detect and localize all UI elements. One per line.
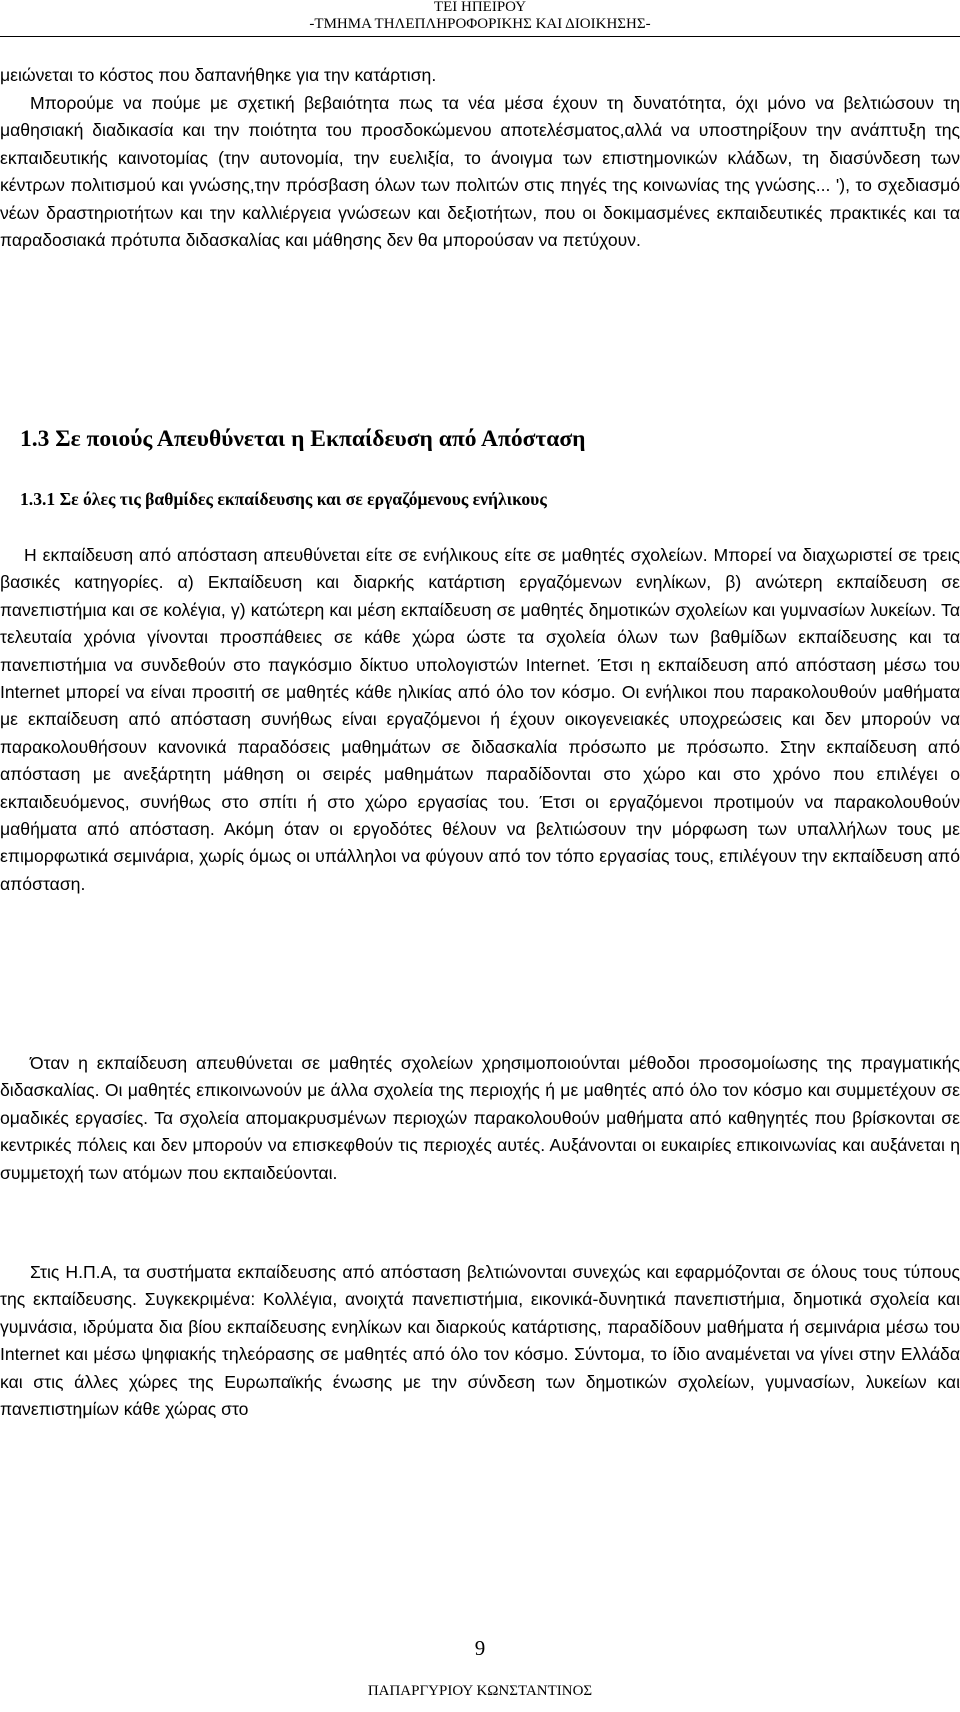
section-heading: 1.3 Σε ποιούς Απευθύνεται η Εκπαίδευση από Απόσταση	[20, 426, 586, 452]
paragraph-continuation: μειώνεται το κόστος που δαπανήθηκε για την κατάρτιση.	[0, 65, 437, 85]
paragraph-new-media: Μπορούμε να πούμε με σχετική βεβαιότητα πως τα νέα μέσα έχουν τη δυνατότητα, όχι μόνο να βελτιώσουν τη μαθησιακή διαδικασία και την ποιότητα του προσδοκώμενου αποτελέσματος,αλλά να υποστηρίξουν την ανάπτυξη της εκπαιδευτικής καινοτομίας (την αυτονομία, την ευελιξία, το άνοιγμα των επιστημονικών κλάδων, τη διασύνδεση των κέντρων πολιτισμού και γνώσης,την πρόσβαση όλων των πολιτών στις πηγές της κοινωνίας της γνώσης... '), το σχεδιασμό νέων δραστηριοτήτων και την καλλιέργεια γνώσεων και δεξιοτήτων, που οι δοκιμασμένες εκπαιδευτικές πρακτικές και τα παραδοσιακά πρότυπα διδασκαλίας και μάθησης δεν θα μπορούσαν να πετύχουν.	[0, 93, 960, 251]
paragraph-audience: Η εκπαίδευση από απόσταση απευθύνεται είτε σε ενήλικους είτε σε μαθητές σχολείων. Μπορεί να διαχωριστεί σε τρεις βασικές κατηγορίες. α) Εκπαίδευση και διαρκής κατάρτιση εργαζόμενων ενηλίκων, β) ανώτερη εκπαίδευση σε πανεπιστήμια και σε κολέγια, γ) κατώτερη και μέση εκπαίδευση σε μαθητές δημοτικών σχολείων και γυμνασίων λυκείων. Τα τελευταία χρόνια γίνονται προσπάθειες σε κάθε χώρα ώστε τα σχολεία όλων των βαθμίδων εκπαίδευσης και τα πανεπιστήμια να συνδεθούν στο παγκόσμιο δίκτυο υπολογιστών Internet. Έτσι η εκπαίδευση από απόσταση μέσω του Internet μπορεί να είναι προσιτή σε μαθητές κάθε ηλικίας από όλο τον κόσμο. Οι ενήλικοι που παρακολουθούν μαθήματα με εκπαίδευση από απόσταση συνήθως είναι εργαζόμενοι ή έχουν οικογενειακές υποχρεώσεις και δεν μπορούν να παρακολουθήσουν κανονικά παραδόσεις μαθημάτων σε διδασκαλία πρόσωπο με πρόσωπο. Στην εκπαίδευση από απόσταση με ανεξάρτητη μάθηση οι σειρές μαθημάτων παραδίδονται στο χώρο και στο χρόνο που επιλέγει ο εκπαιδευόμενος, συνήθως στο σπίτι ή στο χώρο εργασίας του. Έτσι οι εργαζόμενοι προτιμούν να παρακολουθούν μαθήματα από απόσταση. Ακόμη όταν οι εργοδότες θέλουν να βελτιώσουν την μόρφωση των υπαλλήλων τους με επιμορφωτικά σεμινάρια, χωρίς όμως οι υπάλληλοι να φύγουν από τον τόπο εργασίας τους, επιλέγουν την εκπαίδευση από απόσταση.	[0, 545, 960, 894]
footer-author: ΠΑΠΑΡΓΥΡΙΟΥ ΚΩΝΣΤΑΝΤΙΝΟΣ	[367, 1683, 593, 1699]
header-divider	[0, 36, 960, 37]
paragraph-schools: Όταν η εκπαίδευση απευθύνεται σε μαθητές σχολείων χρησιμοποιούνται μέθοδοι προσομοίωσης της πραγματικής διδασκαλίας. Οι μαθητές επικοινωνούν με άλλα σχολεία της περιοχής ή με μαθητές από όλο τον κόσμο και συμμετέχουν σε ομαδικές εργασίες. Τα σχολεία απομακρυσμένων περιοχών παρακολουθούν μαθήματα από καθηγητές που βρίσκονται σε κεντρικές πόλεις και δεν μπορούν να επισκεφθούν τις περιοχές αυτές. Αυξάνονται οι ευκαιρίες επικοινωνίας και αυξάνεται η συμμετοχή των ατόμων που εκπαιδεύονται.	[0, 1053, 960, 1183]
header-institution: ΤΕΙ ΗΠΕΙΡΟΥ	[433, 0, 527, 15]
header-department: -ΤΜΗΜΑ ΤΗΛΕΠΛΗΡΟΦΟΡΙΚΗΣ ΚΑΙ ΔΙΟΙΚΗΣΗΣ-	[309, 16, 651, 32]
paragraph-usa: Στις Η.Π.Α, τα συστήματα εκπαίδευσης από απόσταση βελτιώνονται συνεχώς και εφαρμόζονται σε όλους τους τύπους της εκπαίδευσης. Συγκεκριμένα: Κολλέγια, ανοιχτά πανεπιστήμια, εικονικά-δυνητικά πανεπιστήμια, δημοτικά σχολεία και γυμνάσια, ιδρύματα δια βίου εκπαίδευσης ενηλίκων και διαρκούς κατάρτισης, παραδίδουν μαθήματα ή σεμινάρια μέσω του Internet και μέσω ψηφιακής τηλεόρασης σε μαθητές από όλο τον κόσμο. Σύντομα, το ίδιο αναμένεται να γίνει στην Ελλάδα και στις άλλες χώρες της Ευρωπαϊκής ένωσης με την σύνδεση των δημοτικών σχολείων, γυμνασίων, λυκείων και πανεπιστημίων κάθε χώρας στο	[0, 1262, 960, 1420]
page-number: 9	[474, 1636, 486, 1660]
subsection-heading: 1.3.1 Σε όλες τις βαθμίδες εκπαίδευσης και σε εργαζόμενους ενήλικους	[20, 489, 547, 509]
